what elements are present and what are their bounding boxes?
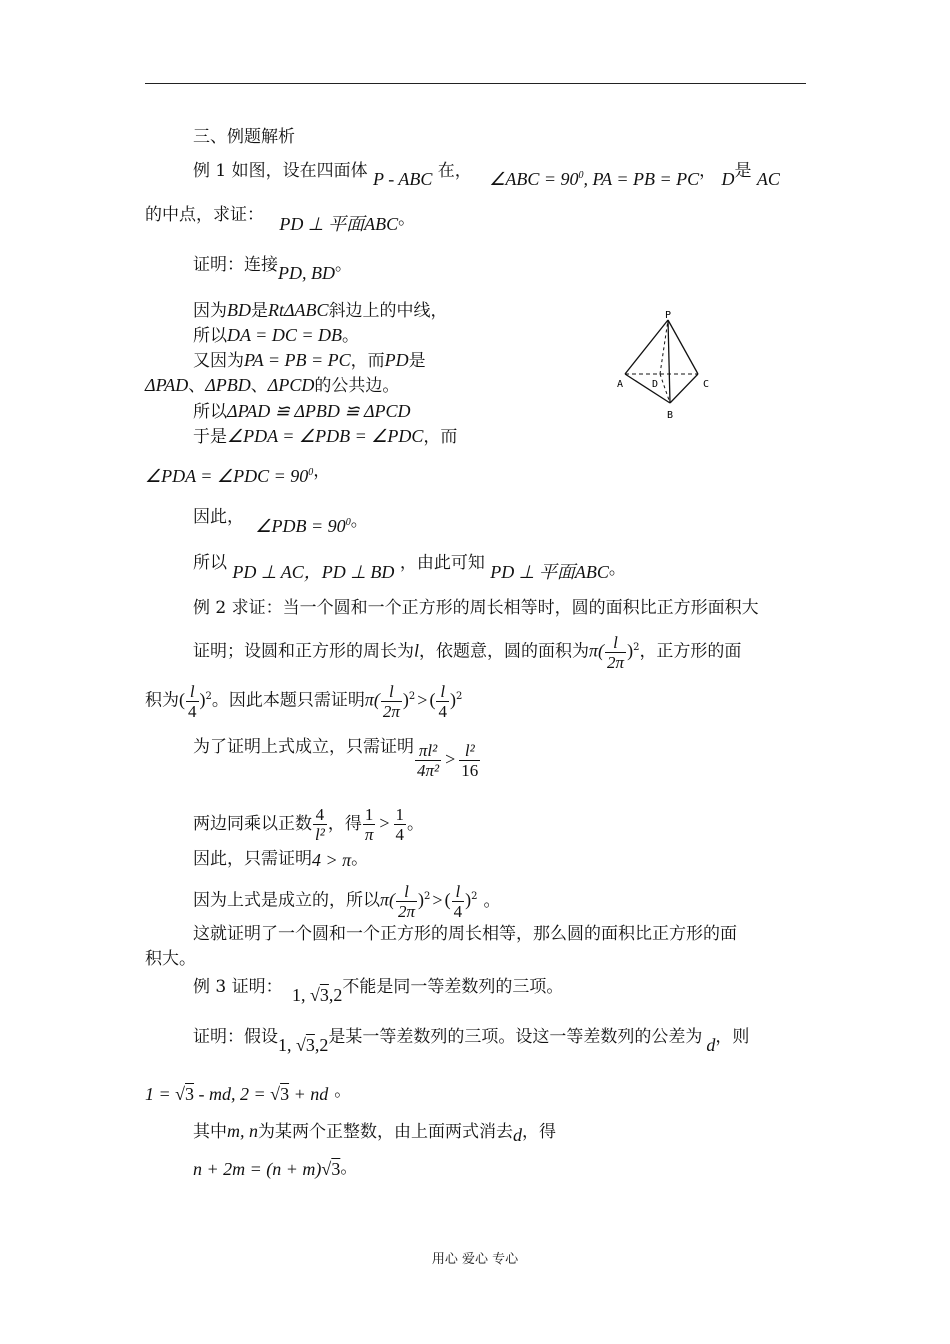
ex3-text: 例 3 证明：	[193, 977, 283, 997]
ex1-line-8	[193, 400, 411, 423]
ex2-text: 为了证明上式成立，只需证明	[193, 737, 414, 757]
ex1-line-10	[145, 462, 330, 488]
frac-num: πl²	[418, 741, 438, 760]
paren-close: )	[199, 689, 206, 710]
equal-distances: DA = DC = DB	[227, 325, 342, 345]
paren-close: )	[402, 689, 409, 710]
ex2-line-6	[193, 847, 368, 870]
equal-edges-2: PA = PB = PC	[244, 350, 351, 370]
edge-ab	[625, 374, 670, 403]
tetrahedron-figure	[612, 308, 722, 426]
greater-than: >	[417, 689, 428, 710]
frac-num: l	[189, 681, 195, 701]
frac-num: l	[455, 881, 461, 901]
ex1-text: 因此，	[193, 507, 244, 527]
period: 。	[407, 814, 425, 834]
fraction-1-over-pi	[363, 805, 376, 844]
common-difference-d: d	[706, 1035, 716, 1055]
ex2-line-2	[193, 625, 741, 671]
frac-num: l	[613, 632, 618, 652]
variable-d: d	[513, 1125, 522, 1145]
frac-den: 2π	[382, 701, 400, 721]
ex1-line-3	[193, 253, 352, 283]
period: 。	[341, 326, 359, 346]
ex2-text: 因为上式是成立的，所以	[193, 890, 380, 911]
label-a: A	[617, 379, 624, 390]
comma: ，	[699, 161, 717, 181]
period: 。	[351, 849, 369, 869]
edge-pc	[668, 320, 698, 374]
greater-than: >	[432, 889, 443, 910]
fraction-l-over-2pi	[605, 633, 626, 672]
ex3-line-2	[193, 1025, 750, 1055]
page-footer: 用心 爱心 专心	[431, 1252, 519, 1267]
ex1-text: 证明：连接	[193, 255, 278, 275]
ex2-line-7	[193, 874, 500, 920]
eq-part-3: + nd	[289, 1084, 329, 1104]
integers-m-n: m, n	[227, 1121, 258, 1141]
fraction-l-over-2pi	[381, 682, 402, 721]
ex1-text: 斜边上的中线，	[328, 301, 448, 321]
frac-num: l	[440, 681, 446, 701]
segments-pd-bd: PD, BD	[278, 263, 335, 283]
ex1-text: 是	[408, 351, 426, 371]
eq-part-2: - md, 2 = √	[194, 1084, 281, 1104]
ex2-line-1: 例 2 求证：当一个圆和一个正方形的周长相等时，圆的面积比正方形面积大	[193, 598, 759, 618]
frac-den: 4π²	[417, 761, 440, 780]
greater-than: >	[379, 813, 390, 833]
degree-sup: 0	[345, 517, 351, 528]
ex2-text: ，正方形的面	[639, 641, 742, 662]
exponent: 2	[633, 642, 640, 653]
ex3-text: ，得	[522, 1122, 556, 1142]
frac-den: 2π	[607, 652, 625, 672]
segment-bd: BD	[227, 300, 251, 320]
ex1-text: 的公共边。	[314, 376, 400, 396]
ex1-line-6	[193, 349, 426, 372]
sequence-terms: 1, √	[278, 1035, 306, 1055]
angle-abc: ∠ABC = 90	[489, 169, 579, 189]
equal-edges: , PA = PB = PC	[583, 169, 700, 189]
ex1-text: 所以	[193, 402, 227, 422]
perpendiculars: PD ⊥ AC，PD ⊥ BD	[232, 562, 395, 582]
frac-num: 1	[364, 805, 374, 824]
perimeter-l: l	[414, 640, 420, 661]
ex3-line-3	[145, 1083, 351, 1106]
exponent: 2	[455, 691, 463, 702]
ex3-line-5	[193, 1158, 357, 1181]
edge-cb	[670, 374, 698, 403]
frac-den: 4	[188, 701, 197, 721]
ex3-text: 不能是同一等差数列的三项。	[342, 977, 564, 997]
point-d: D	[721, 169, 735, 189]
ex1-text: 又因为	[193, 351, 244, 371]
ex3-text: 是某一等差数列的三项。设这一等差数列的公差为	[328, 1027, 703, 1047]
ex1-intro-text: 例 1 如图，设在四面体	[193, 161, 368, 181]
final-equation: n + 2m = (n + m)√	[193, 1159, 332, 1179]
pi-open: π(	[364, 689, 380, 710]
ex2-line-5	[193, 800, 424, 846]
sqrt-radicand: 3	[305, 1035, 315, 1055]
frac-num: 1	[395, 805, 405, 824]
period: 。	[340, 1158, 358, 1178]
ex2-text: 积为	[145, 690, 179, 711]
paren-open: (	[179, 689, 185, 710]
ex2-text: 。因此本题只需证明	[211, 690, 365, 711]
ex3-line-1	[193, 975, 564, 1005]
ex1-text: 的中点，求证：	[145, 205, 264, 225]
ex1-text: 于是	[193, 427, 227, 447]
sqrt-radicand: 3	[280, 1084, 290, 1104]
right-angles: ∠PDA = ∠PDC = 90	[145, 466, 309, 486]
period: 。	[335, 255, 352, 275]
ex2-line-9: 积大。	[145, 949, 196, 969]
exponent: 2	[408, 691, 416, 702]
ex1-line-9	[193, 425, 457, 448]
triangle-pcd: ΔPCD	[267, 375, 315, 395]
frac-num: l	[389, 681, 394, 701]
sequence-terms: 1, √	[292, 985, 320, 1005]
tetrahedron-label: P - ABC	[373, 169, 433, 189]
ex3-line-4	[193, 1120, 556, 1143]
congruent-triangles: ΔPAD ≌ ΔPBD ≌ ΔPCD	[227, 401, 411, 421]
fraction-l-over-4	[436, 682, 449, 721]
fraction-l2-over-16	[459, 741, 480, 780]
ex2-line-8: 这就证明了一个圆和一个正方形的周长相等，那么圆的面积比正方形的面	[193, 924, 737, 944]
ex2-text: 两边同乘以正数	[193, 814, 312, 834]
ex1-text: 、	[188, 376, 206, 396]
paren-close: )	[418, 889, 425, 910]
ex2-text: ，依题意，圆的面积为	[419, 641, 590, 662]
period: 。	[334, 1081, 352, 1101]
frac-den: 4	[453, 901, 463, 921]
frac-den: 4	[395, 825, 405, 844]
four-gt-pi: 4 > π	[312, 850, 352, 870]
ex2-line-3	[145, 674, 462, 720]
right-triangle-abc: RtΔABC	[268, 300, 329, 320]
ex3-text: ，则	[715, 1027, 750, 1047]
pi-open: π(	[589, 640, 605, 661]
ex1-line-4	[193, 299, 448, 322]
frac-den: l²	[315, 825, 325, 844]
ex3-text: 其中	[193, 1122, 227, 1142]
conclusion-formula: PD ⊥ 平面ABC	[490, 562, 609, 582]
header-rule	[145, 83, 806, 84]
period: 。	[398, 209, 416, 229]
ex1-text: 在，	[437, 161, 472, 181]
ex1-text: 所以	[193, 326, 227, 346]
ex1-line-1	[193, 156, 780, 189]
degree-sup: 0	[308, 467, 314, 478]
exponent: 2	[424, 891, 431, 902]
ex2-text: 证明；设圆和正方形的周长为	[193, 641, 414, 662]
segment-bd-dashed	[660, 374, 670, 403]
ex2-text: 因此，只需证明	[193, 849, 312, 869]
angle-pdb: ∠PDB = 90	[255, 516, 346, 536]
eq-part-1: 1 = √	[145, 1084, 186, 1104]
greater-than: >	[445, 749, 456, 769]
segment-ac: AC	[756, 169, 780, 189]
fraction-l-over-4	[186, 682, 199, 721]
segment-pd: PD	[384, 350, 409, 370]
period: 。	[350, 511, 368, 531]
triangle-pbd: ΔPBD	[205, 375, 251, 395]
fraction-1-over-4	[394, 805, 407, 844]
ex1-line-2	[145, 203, 416, 234]
claim-formula: PD ⊥ 平面ABC	[279, 214, 399, 234]
sqrt-radicand: 3	[319, 985, 329, 1005]
fraction-pil2-over-4pi2	[415, 741, 441, 780]
sequence-terms-end: ,2	[314, 1035, 329, 1055]
paren-open: (	[444, 889, 451, 910]
label-p: P	[665, 310, 672, 321]
paren-open: (	[429, 689, 436, 710]
sequence-terms-end: ,2	[328, 985, 343, 1005]
ex1-line-5	[193, 324, 359, 347]
comma: ，	[313, 461, 331, 481]
sqrt-radicand: 3	[185, 1084, 195, 1104]
sqrt-radicand: 3	[331, 1159, 341, 1179]
ex1-text: 因为	[193, 301, 227, 321]
ex1-text: 是	[251, 301, 268, 321]
period: 。	[608, 559, 626, 579]
degree-sup: 0	[578, 170, 584, 181]
exponent: 2	[205, 691, 212, 702]
frac-num: l	[404, 881, 409, 901]
ex1-text: ，由此可知	[399, 553, 485, 573]
ex1-line-12	[193, 551, 626, 582]
frac-den: 2π	[398, 901, 416, 921]
label-b: B	[667, 410, 674, 421]
fraction-4-over-l2	[313, 805, 327, 844]
section-title: 三、例题解析	[193, 127, 295, 147]
paren-close: )	[627, 640, 634, 661]
label-d: D	[652, 379, 659, 390]
ex1-line-7	[145, 374, 399, 397]
ex1-text: ，而	[350, 351, 385, 371]
frac-num: l²	[464, 741, 475, 760]
frac-den: 4	[438, 701, 447, 721]
paren-close: )	[465, 889, 472, 910]
paren-close: )	[449, 689, 456, 710]
frac-den: π	[364, 825, 374, 844]
ex1-text: 是	[734, 161, 752, 181]
pi-open: π(	[380, 889, 396, 910]
ex1-text: 所以	[193, 553, 227, 573]
ex2-line-4	[193, 736, 481, 782]
ex3-text: 为某两个正整数，由上面两式消去	[258, 1122, 513, 1142]
label-c: C	[703, 379, 710, 390]
fraction-l-over-4	[452, 882, 465, 921]
ex2-text: ，得	[327, 814, 362, 834]
ex1-text: 、	[250, 376, 268, 396]
exponent: 2	[471, 891, 478, 902]
triangle-pad: ΔPAD	[145, 375, 189, 395]
equal-angles: ∠PDA = ∠PDB = ∠PDC	[227, 426, 424, 446]
ex1-text: ，而	[423, 427, 458, 447]
frac-den: 16	[461, 761, 479, 780]
period: 。	[483, 890, 501, 911]
fraction-l-over-2pi	[396, 882, 417, 921]
ex3-text: 证明：假设	[193, 1027, 278, 1047]
frac-num: 4	[315, 805, 325, 824]
ex1-line-11	[193, 502, 368, 536]
edge-pb	[668, 320, 670, 403]
